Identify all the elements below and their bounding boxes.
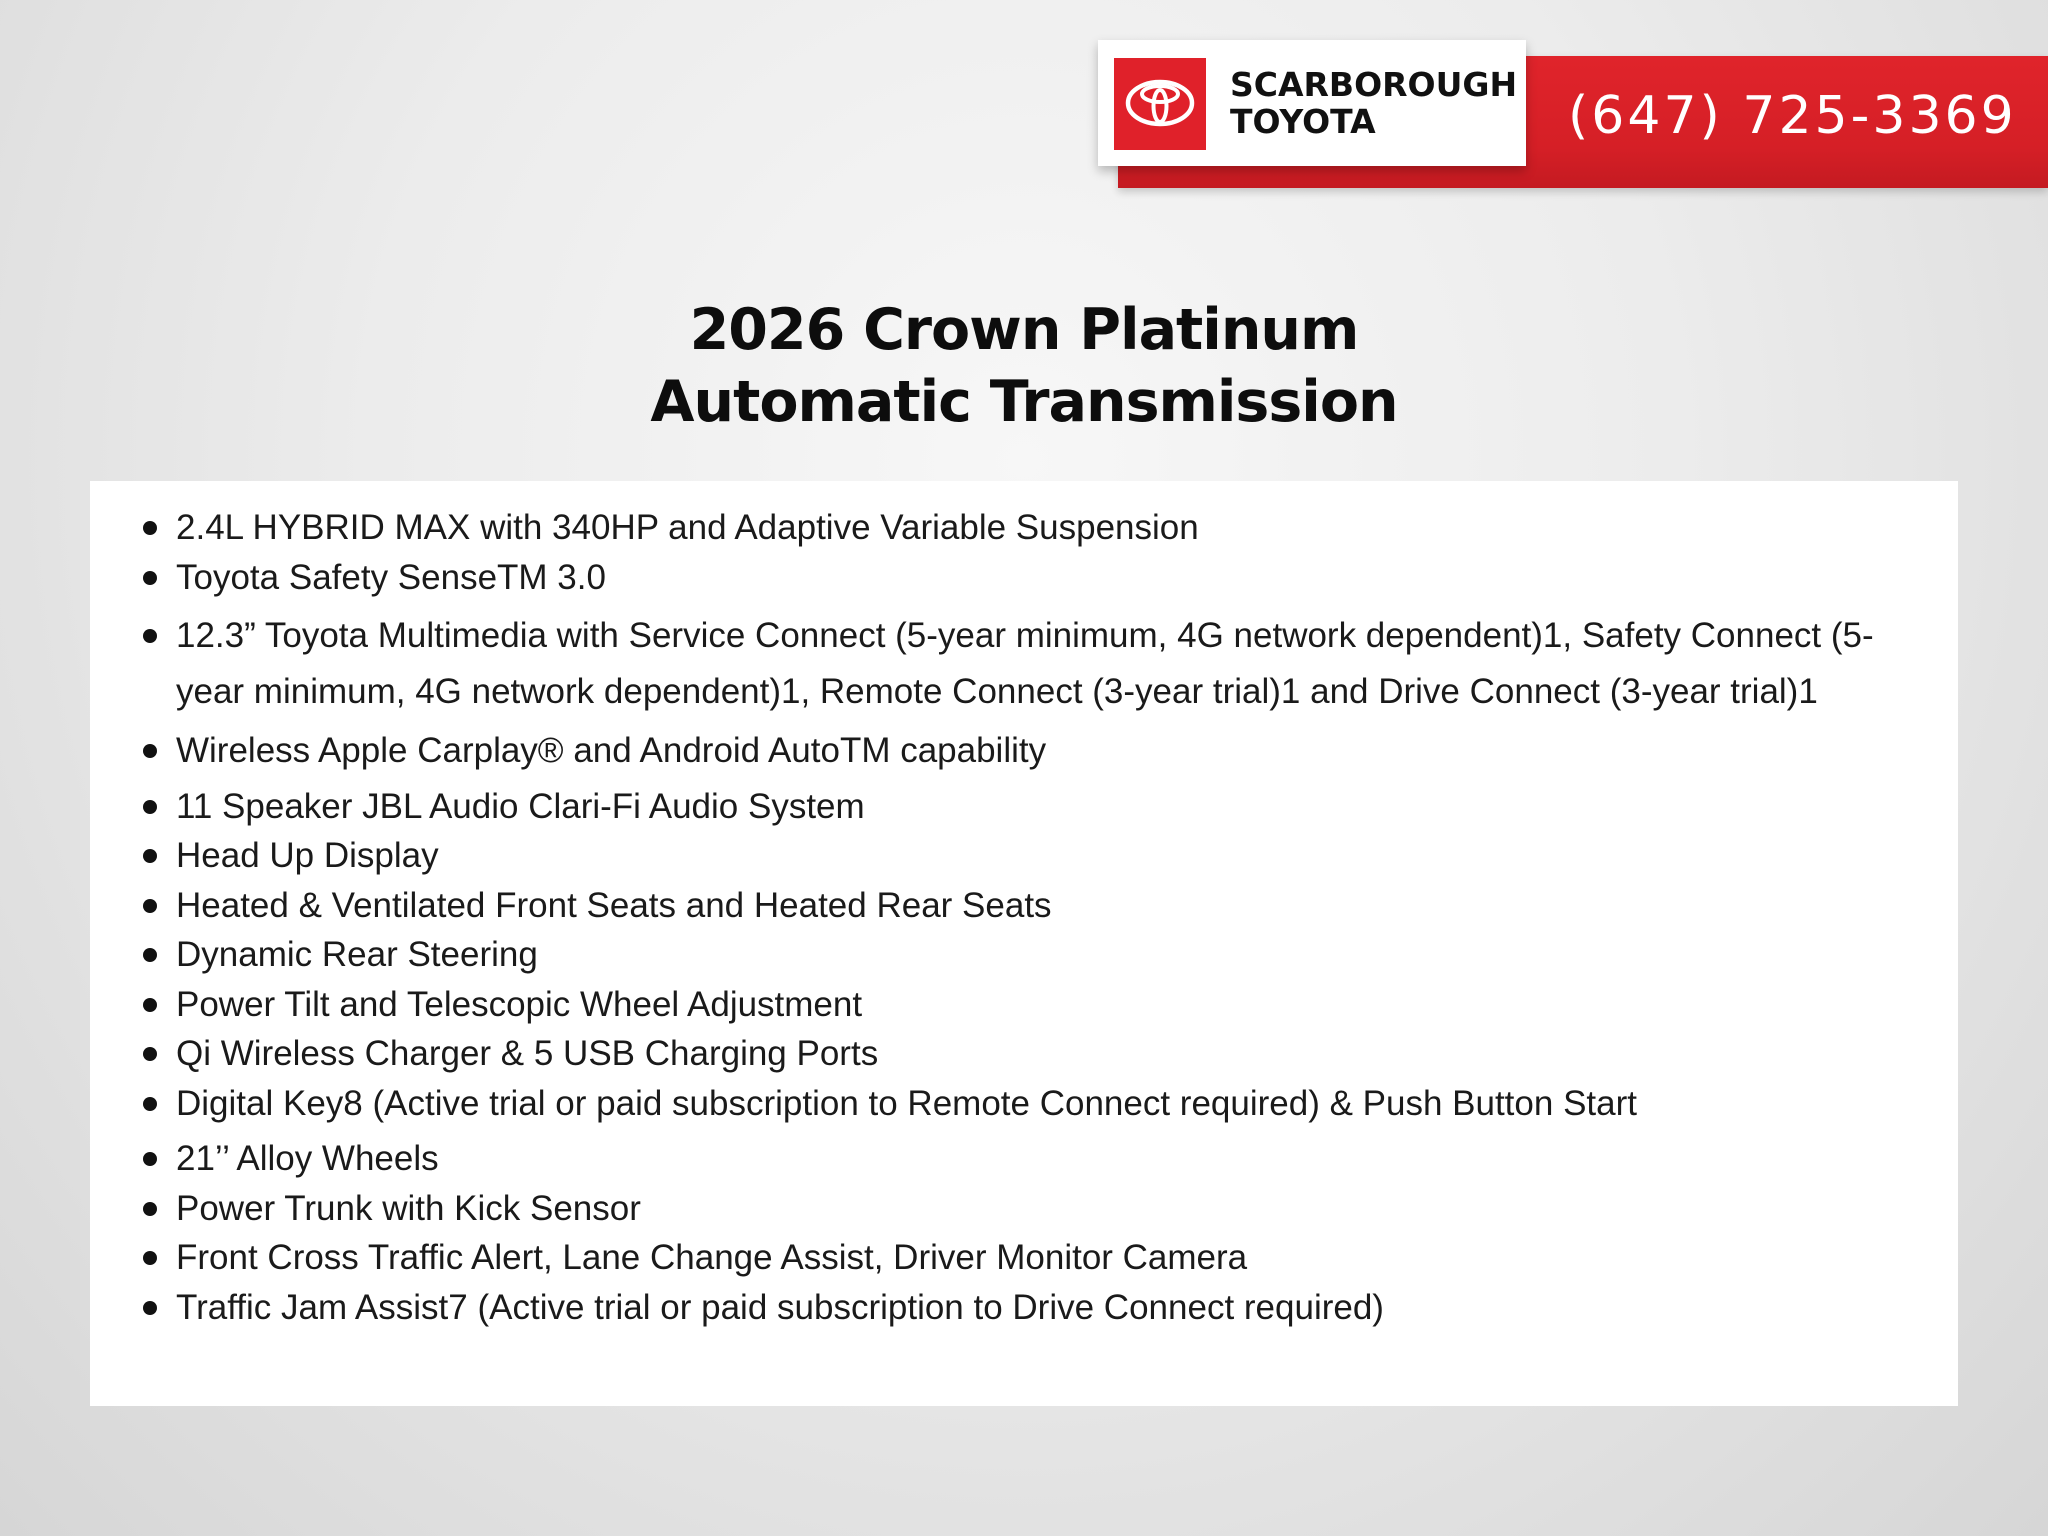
dealer-name-line1: SCARBOROUGH <box>1230 65 1518 104</box>
dealer-phone-number[interactable]: (647) 725-3369 <box>1568 86 2017 146</box>
bullet-icon <box>143 629 157 643</box>
feature-text: Head Up Display <box>176 836 439 875</box>
feature-text: Power Tilt and Telescopic Wheel Adjustment <box>176 984 863 1024</box>
bullet-icon <box>143 1301 157 1315</box>
feature-text: 21’’ Alloy Wheels <box>176 1139 439 1178</box>
list-item <box>90 980 1958 1030</box>
bullet-icon <box>143 800 157 814</box>
list-item <box>90 930 1958 980</box>
feature-text: Heated & Ventilated Front Seats and Heated Rear Seats <box>176 885 1052 925</box>
bullet-icon <box>143 744 157 758</box>
list-item <box>90 1283 1958 1333</box>
feature-text: Digital Key8 (Active trial or paid subscription to Remote Connect required) & Push Button Start <box>176 1083 1637 1123</box>
bullet-icon <box>143 521 157 535</box>
list-item <box>90 608 1958 720</box>
bullet-icon <box>143 1202 157 1216</box>
feature-text: Wireless Apple Carplay® and Android AutoTM capability <box>176 731 1047 770</box>
features-panel <box>90 481 1958 1406</box>
feature-text: 11 Speaker JBL Audio Clari-Fi Audio System <box>176 786 865 826</box>
page-title <box>424 294 1624 438</box>
list-item <box>90 1233 1958 1283</box>
toyota-emblem-icon <box>1114 58 1206 150</box>
bullet-icon <box>143 1152 157 1166</box>
dealer-logo[interactable] <box>1098 40 1526 166</box>
title-transmission: Automatic Transmission <box>650 369 1398 435</box>
list-item <box>90 503 1958 553</box>
list-item <box>90 1184 1958 1234</box>
bullet-icon <box>143 1047 157 1061</box>
bullet-icon <box>143 1097 157 1111</box>
title-model: 2026 Crown Platinum <box>689 297 1359 363</box>
dealer-name-line2: TOYOTA <box>1230 102 1376 141</box>
list-item <box>90 831 1958 881</box>
bullet-icon <box>143 1251 157 1265</box>
feature-text: 12.3” Toyota Multimedia with Service Connect (5-year minimum, 4G network dependent)1, Safety Connect (5-year minimum, 4G network dependent)1, Remote Connect (3-year trial)1 and Drive Connect (3-year trial)1 <box>176 616 1874 711</box>
bullet-icon <box>143 998 157 1012</box>
feature-text: Power Trunk with Kick Sensor <box>176 1188 641 1228</box>
feature-text: 2.4L HYBRID MAX with 340HP and Adaptive Variable Suspension <box>176 508 1199 547</box>
feature-text: Qi Wireless Charger & 5 USB Charging Ports <box>176 1034 879 1073</box>
bullet-icon <box>143 571 157 585</box>
list-item <box>90 553 1958 603</box>
bullet-icon <box>143 899 157 913</box>
list-item <box>90 1079 1958 1129</box>
list-item <box>90 726 1958 776</box>
bullet-icon <box>143 948 157 962</box>
list-item <box>90 782 1958 832</box>
bullet-icon <box>143 849 157 863</box>
features-list <box>90 503 1958 1332</box>
dealer-name <box>1230 66 1520 140</box>
list-item <box>90 1134 1958 1184</box>
list-item <box>90 1029 1958 1079</box>
feature-text: Toyota Safety SenseTM 3.0 <box>176 557 606 597</box>
feature-text: Dynamic Rear Steering <box>176 935 538 974</box>
feature-text: Traffic Jam Assist7 (Active trial or paid subscription to Drive Connect required) <box>176 1287 1384 1327</box>
feature-text: Front Cross Traffic Alert, Lane Change Assist, Driver Monitor Camera <box>176 1238 1248 1277</box>
list-item <box>90 881 1958 931</box>
